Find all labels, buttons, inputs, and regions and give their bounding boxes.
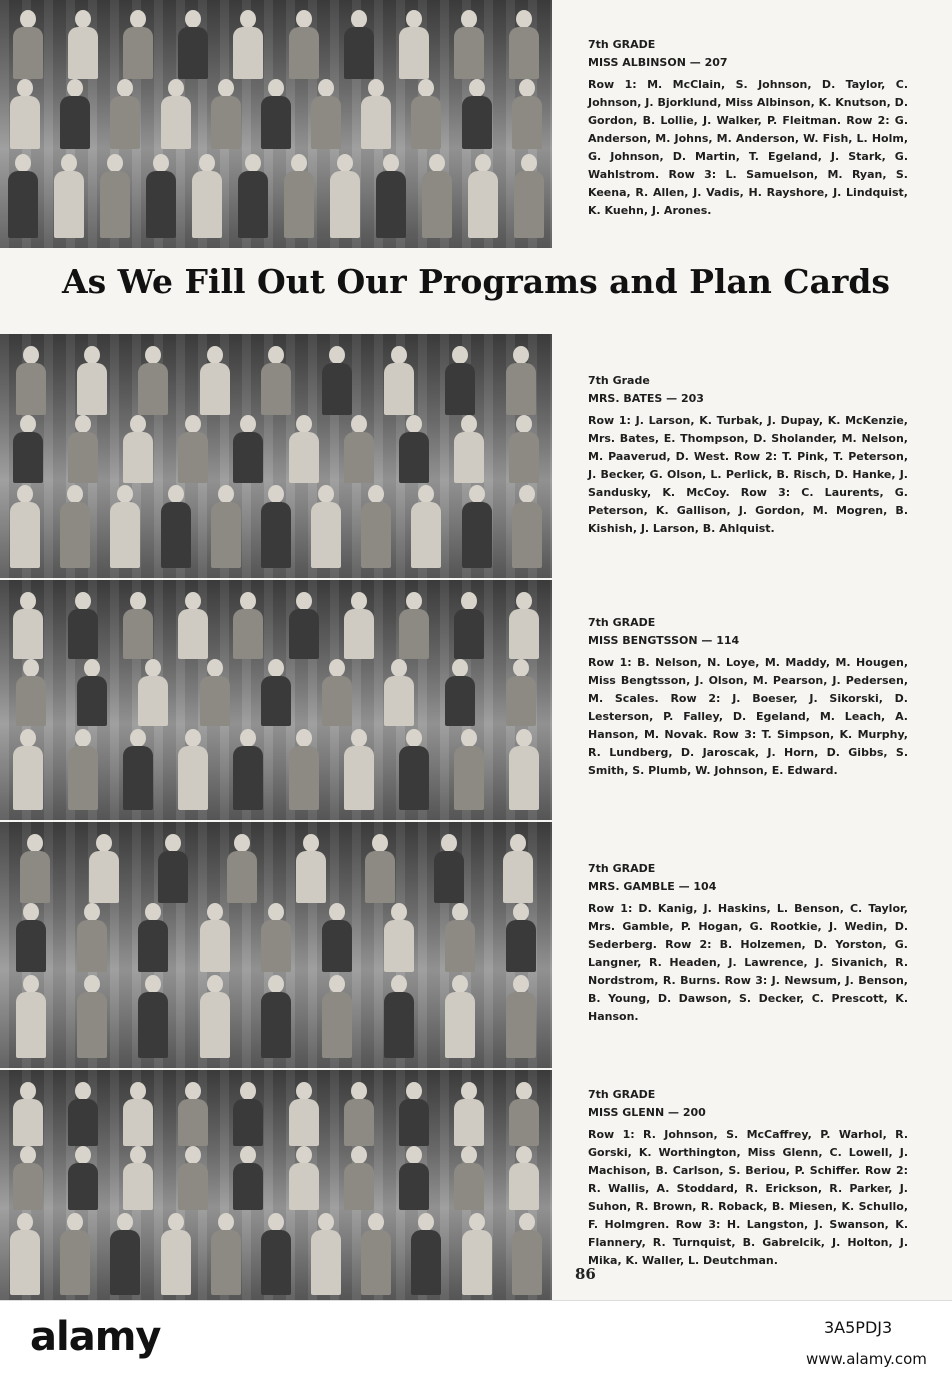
- student-names: Row 1: R. Johnson, S. McCaffrey, P. Warhol, R. Gorski, K. Worthington, Miss Glenn, C. Lowell, J. Machison, B. Carlson, S. Beriou, P. Schiffer. Row 2: R. Wallis, A. Stoddard, R. Erickson, R. Parker, J. Suhon, R. Brown, R. Roback, B. Miesen, K. Schullo, F. Holmgren. Row 3: H. Langston, J. Swanson, K. Flannery, R. Turnquist, B. Gabrelcik, J. Holton, J. Mika, K. Waller, L. Deutchman.: [588, 1128, 908, 1267]
- student-names: Row 1: B. Nelson, N. Loye, M. Maddy, M. Hougen, Miss Bengtsson, J. Olson, M. Pearson, J. Pedersen, M. Scales. Row 2: J. Boeser, J. Sikorski, D. Lesterson, P. Falley, D. Egeland, M. Leach, A. Hanson, M. Novak. Row 3: T. Simpson, K. Murphy, R. Lundberg, D. Jaroscak, J. Horn, D. Gibbs, S. Smith, S. Plumb, W. Johnson, E. Edward.: [588, 656, 908, 777]
- caption-bates: [588, 372, 908, 538]
- class-photo-albinson: [0, 0, 552, 248]
- alamy-logo: alamy: [30, 1314, 161, 1360]
- teacher-label: MISS BENGTSSON — 114: [588, 634, 740, 647]
- page-number: 86: [575, 1265, 596, 1283]
- caption-albinson: [588, 36, 908, 220]
- grade-label: 7th GRADE: [588, 1088, 656, 1101]
- teacher-label: MRS. BATES — 203: [588, 392, 704, 405]
- teacher-label: MISS ALBINSON — 207: [588, 56, 728, 69]
- class-photo-bengtsson: [0, 580, 552, 820]
- class-photo-glenn: [0, 1070, 552, 1300]
- site-url: www.alamy.com: [806, 1350, 927, 1368]
- grade-label: 7th GRADE: [588, 862, 656, 875]
- page-headline: As We Fill Out Our Programs and Plan Cards: [61, 262, 890, 301]
- caption-glenn: [588, 1086, 908, 1270]
- grade-label: 7th Grade: [588, 374, 650, 387]
- student-names: Row 1: J. Larson, K. Turbak, J. Dupay, K. McKenzie, Mrs. Bates, E. Thompson, D. Sholander, M. Nelson, M. Paaverud, D. West. Row 2: T. Pink, T. Peterson, J. Becker, G. Olson, L. Perlick, B. Risch, D. Hanke, J. Sandusky, K. McCoy. Row 3: C. Laurents, G. Peterson, K. Gallison, J. Gordon, M. Mogren, B. Kishish, J. Larson, B. Ahlquist.: [588, 414, 908, 535]
- class-photo-bates: [0, 334, 552, 578]
- caption-bengtsson: [588, 614, 908, 780]
- student-names: Row 1: D. Kanig, J. Haskins, L. Benson, C. Taylor, Mrs. Gamble, P. Hogan, G. Rootkie, J. Wedin, D. Sederberg. Row 2: B. Holzemen, D. Yorston, G. Langner, R. Headen, J. Lawrence, J. Sivanich, R. Nordstrom, R. Burns. Row 3: J. Newsum, J. Benson, B. Young, D. Dawson, S. Decker, C. Prescott, K. Hanson.: [588, 902, 908, 1023]
- grade-label: 7th GRADE: [588, 616, 656, 629]
- class-photo-gamble: [0, 822, 552, 1068]
- caption-gamble: [588, 860, 908, 1026]
- teacher-label: MRS. GAMBLE — 104: [588, 880, 717, 893]
- grade-label: 7th GRADE: [588, 38, 656, 51]
- teacher-label: MISS GLENN — 200: [588, 1106, 706, 1119]
- stock-image-id: 3A5PDJ3: [824, 1318, 893, 1337]
- student-names: Row 1: M. McClain, S. Johnson, D. Taylor, C. Johnson, J. Bjorklund, Miss Albinson, K. Knutson, D. Gordon, B. Lollie, J. Walker, P. Fleitman. Row 2: G. Anderson, M. Johns, M. Anderson, W. Fish, L. Holm, G. Johnson, D. Martin, T. Egeland, J. Stark, G. Wahlstrom. Row 3: L. Samuelson, M. Ryan, S. Keena, R. Allen, J. Vadis, H. Rayshore, J. Lindquist, K. Kuehn, J. Arones.: [588, 78, 908, 217]
